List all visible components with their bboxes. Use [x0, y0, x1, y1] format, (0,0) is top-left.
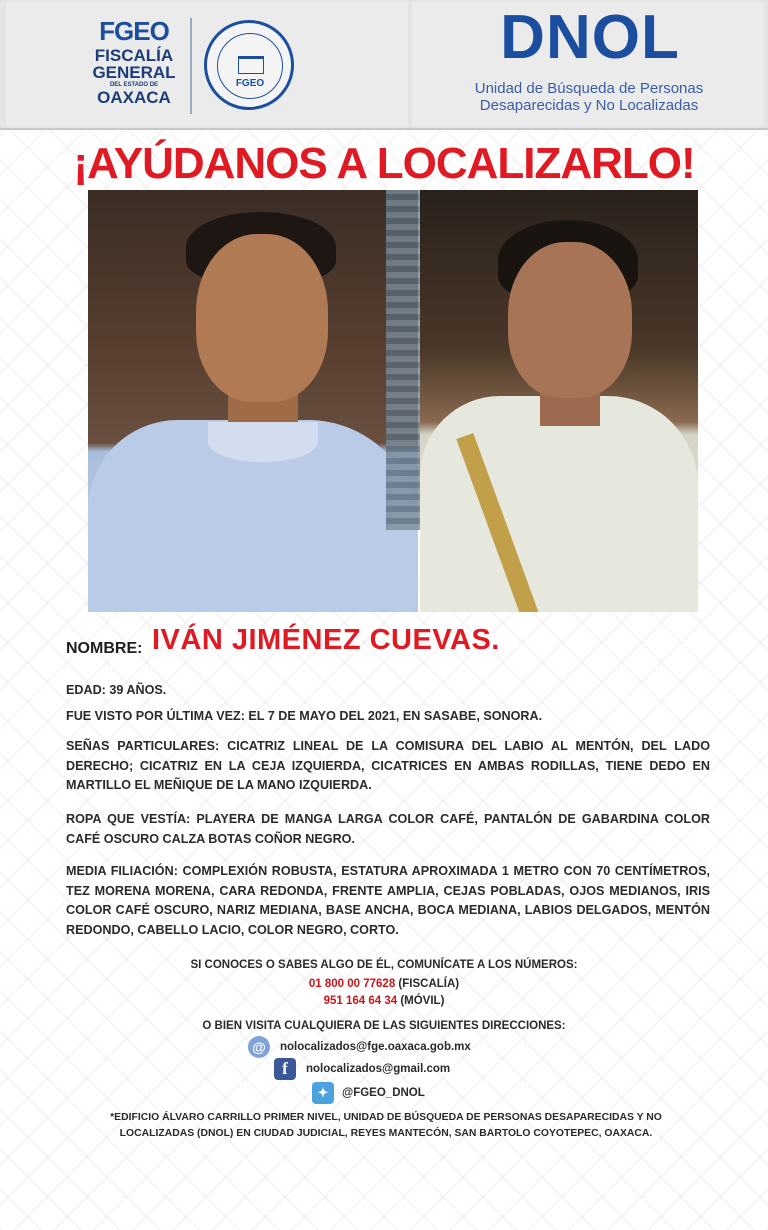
dnol-subtitle-line-1: Unidad de Búsqueda de Personas: [474, 80, 704, 97]
phone-number-1[interactable]: 01 800 00 77628: [308, 978, 396, 990]
person-photo-2: [420, 190, 698, 612]
header-divider: [190, 18, 192, 114]
photo-divider: [386, 190, 420, 530]
name-label: NOMBRE:: [66, 640, 143, 657]
phone-line-2: [0, 993, 768, 1010]
distinguishing-marks-text: SEÑAS PARTICULARES: CICATRIZ LINEAL DE LA COMISURA DEL LABIO AL MENTÓN, DEL LADO DERECHO; CICATRIZ EN LA CEJA IZQUIERDA, CICATRICES EN AMBAS RODILLAS, TIENE DEDO EN MARTILLO EL MEÑIQUE DE LA MANO IZQUIERDA.: [66, 739, 710, 792]
person-photo-1: [88, 190, 418, 612]
facebook-address[interactable]: nolocalizados@gmail.com: [306, 1063, 451, 1075]
last-seen-text: FUE VISTO POR ÚLTIMA VEZ: EL 7 DE MAYO DEL 2021, EN SASABE, SONORA.: [66, 709, 543, 723]
phone-line-1: [0, 976, 768, 993]
seal-inner-ring: [217, 33, 283, 99]
face-shape: [508, 242, 632, 398]
twitter-icon: ✦: [312, 1082, 334, 1104]
person-name: IVÁN JIMÉNEZ CUEVAS.: [152, 624, 500, 656]
fgeo-mark: FGEO: [99, 16, 169, 46]
shirt-shape: [420, 396, 698, 612]
facebook-icon: f: [274, 1058, 296, 1080]
seal-logo: [204, 20, 294, 110]
dnol-subtitle-line-2: Desaparecidas y No Localizadas: [479, 97, 699, 114]
phone-number-2[interactable]: 951 164 64 34: [323, 995, 398, 1007]
seal-text: FGEO: [235, 78, 265, 89]
phone-label-2: (MÓVIL): [400, 995, 445, 1007]
address-footnote: *EDIFICIO ÁLVARO CARRILLO PRIMER NIVEL, UNIDAD DE BÚSQUEDA DE PERSONAS DESAPARECIDAS Y NO LOCALIZADAS (DNOL) EN CIUDAD JUDICIAL, REYES MANTECÓN, SAN BARTOLO COYOTEPEC, OAXACA.: [110, 1112, 662, 1139]
contact-intro: SI CONOCES O SABES ALGO DE ÉL, COMUNÍCATE A LOS NÚMEROS:: [190, 959, 578, 971]
twitter-handle[interactable]: @FGEO_DNOL: [342, 1087, 425, 1099]
age-text: EDAD: 39 AÑOS.: [66, 683, 167, 697]
email-address[interactable]: nolocalizados@fge.oaxaca.gob.mx: [280, 1041, 471, 1053]
fiscalia-small: DEL ESTADO DE: [109, 82, 159, 88]
phone-label-1: (FISCALÍA): [398, 978, 460, 990]
fiscalia-line-2: GENERAL: [92, 63, 176, 82]
dnol-logo: DNOL: [500, 3, 680, 72]
fiscalia-line-1: FISCALÍA: [94, 46, 174, 65]
dnol-subtitle: [444, 80, 734, 114]
description-text: MEDIA FILIACIÓN: COMPLEXIÓN ROBUSTA, ESTATURA APROXIMADA 1 METRO CON 70 CENTÍMETROS, TEZ MORENA MORENA, CARA REDONDA, FRENTE AMPLIA, CEJAS POBLADAS, OJOS MEDIANOS, IRIS COLOR CAFÉ OSCURO, NARIZ MEDIANA, BASE ANCHA, BOCA MEDIANA, LABIOS DELGADOS, MENTÓN REDONDO, CABELLO LACIO, COLOR NEGRO, CORTO.: [66, 864, 710, 937]
fgeo-logo: [84, 16, 184, 106]
poster-title: ¡AYÚDANOS A LOCALIZARLO!: [73, 139, 695, 188]
face-shape: [196, 234, 328, 402]
header-banner: [0, 0, 768, 130]
building-icon: [238, 56, 264, 74]
collar-shape: [208, 422, 318, 462]
name-row: [66, 624, 746, 664]
web-intro: O BIEN VISITA CUALQUIERA DE LAS SIGUIENTES DIRECCIONES:: [202, 1020, 566, 1032]
fiscalia-line-3: OAXACA: [97, 88, 171, 107]
fgeo-header: [6, 2, 408, 126]
email-icon: @: [248, 1036, 270, 1058]
clothing-text: ROPA QUE VESTÍA: PLAYERA DE MANGA LARGA COLOR CAFÉ, PANTALÓN DE GABARDINA COLOR CAFÉ OSCURO CALZA BOTAS COÑOR NEGRO.: [66, 812, 710, 846]
